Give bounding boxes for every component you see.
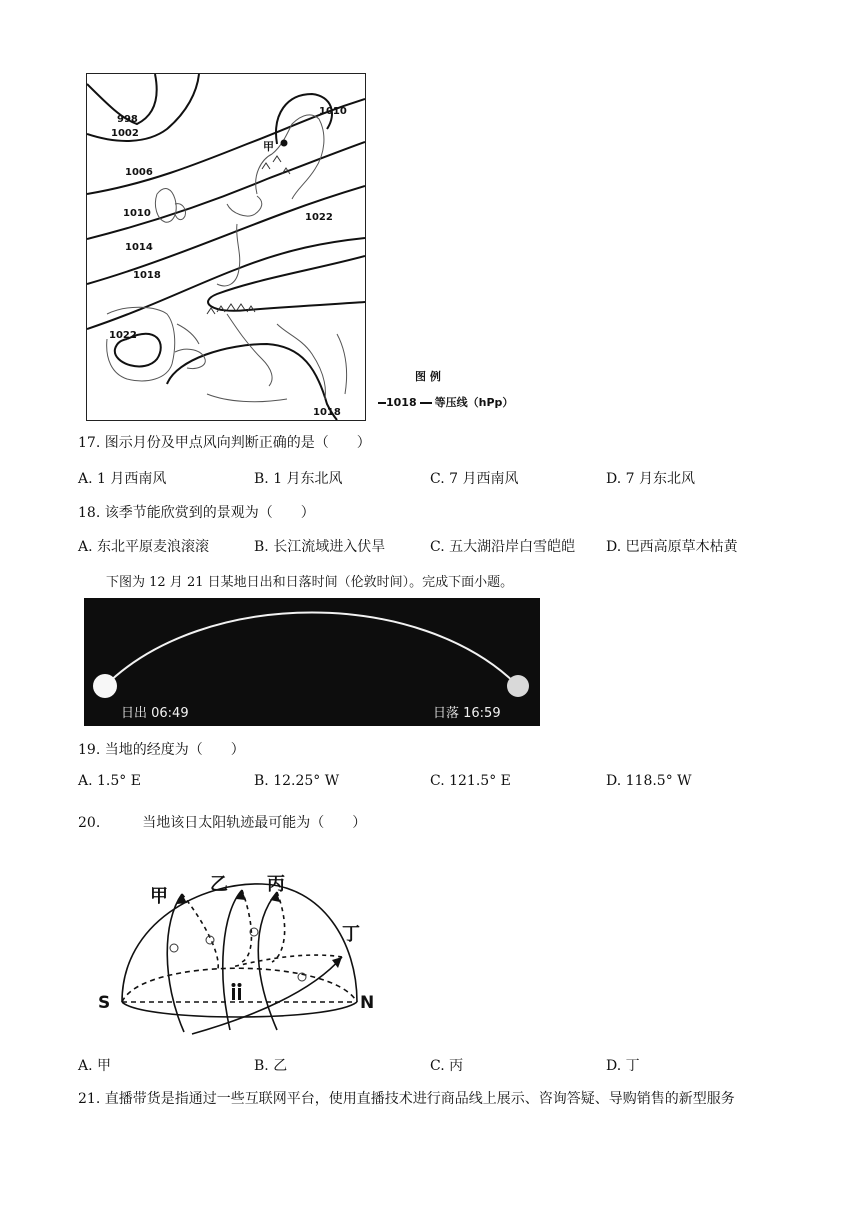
sunset-label: 日落 16:59	[433, 706, 501, 721]
q20-option-a[interactable]: A. 甲	[78, 1058, 112, 1074]
legend-entry	[378, 394, 513, 410]
q18-option-d[interactable]: D. 巴西高原草木枯黄	[606, 539, 738, 555]
question-19-stem: 19. 当地的经度为（ ）	[78, 742, 245, 758]
track-label-jia: 甲	[150, 886, 168, 907]
q17-option-a[interactable]: A. 1 月西南风	[78, 471, 167, 487]
legend-title: 图 例	[415, 370, 441, 383]
sun-track-dome	[92, 862, 382, 1042]
intro-text: 下图为 12 月 21 日某地日出和日落时间（伦敦时间）。完成下面小题。	[106, 575, 514, 590]
q19-option-b[interactable]: B. 12.25° W	[254, 773, 340, 789]
north-label: N	[360, 993, 375, 1013]
sun-track-dome-svg	[92, 862, 382, 1042]
isobar-label: 1018	[133, 270, 161, 281]
isobar-label: 1022	[305, 212, 333, 223]
isobar-1010	[87, 142, 365, 239]
point-jia-marker	[281, 140, 288, 147]
sunset-sun	[507, 675, 529, 697]
question-21-stem: 21. 直播带货是指通过一些互联网平台，使用直播技术进行商品线上展示、咨询答疑、导购销售的新型服务	[78, 1091, 735, 1107]
sun-arc	[105, 613, 518, 687]
pressure-map	[86, 73, 366, 421]
isobar-label: 1010	[319, 106, 347, 117]
q19-option-d[interactable]: D. 118.5° W	[606, 773, 692, 789]
question-17-stem: 17. 图示月份及甲点风向判断正确的是（ ）	[78, 435, 371, 451]
isobar-1014	[87, 186, 365, 284]
legend-value: 1018	[386, 396, 417, 409]
isobar-label: 1014	[125, 242, 153, 253]
isobar-1002	[87, 74, 199, 141]
isobar-label: 1022	[109, 330, 137, 341]
sunrise-label: 日出 06:49	[121, 706, 189, 721]
q19-option-c[interactable]: C. 121.5° E	[430, 773, 511, 789]
question-20-stem: 20. 当地该日太阳轨迹最可能为（ ）	[78, 815, 367, 831]
q18-option-b[interactable]: B. 长江流域进入伏旱	[254, 539, 386, 555]
isobar-label: 1010	[123, 208, 151, 219]
south-label: S	[98, 993, 111, 1013]
q19-option-a[interactable]: A. 1.5° E	[78, 773, 141, 789]
q20-option-c[interactable]: C. 丙	[430, 1058, 464, 1074]
isobar-label: 1006	[125, 167, 153, 178]
q20-option-d[interactable]: D. 丁	[606, 1058, 640, 1074]
track-label-bing: 丙	[267, 874, 285, 895]
legend-text: 等压线（hPp）	[434, 396, 514, 409]
q20-option-b[interactable]: B. 乙	[254, 1058, 288, 1074]
track-label-ding: 丁	[342, 924, 360, 945]
q17-option-c[interactable]: C. 7 月西南风	[430, 471, 519, 487]
isobar-label: 1018	[313, 407, 341, 418]
q18-option-a[interactable]: A. 东北平原麦浪滚滚	[78, 539, 210, 555]
question-18-stem: 18. 该季节能欣赏到的景观为（ ）	[78, 505, 315, 521]
sunrise-sun	[93, 674, 117, 698]
track-label-yi: 乙	[210, 874, 228, 895]
pressure-map-svg	[87, 74, 365, 420]
q18-option-c[interactable]: C. 五大湖沿岸白雪皑皑	[430, 539, 576, 555]
q17-option-d[interactable]: D. 7 月东北风	[606, 471, 695, 487]
isobar-label: 998	[117, 114, 138, 125]
isobar-label: 1002	[111, 128, 139, 139]
q17-option-b[interactable]: B. 1 月东北风	[254, 471, 343, 487]
isobar-1018-south	[167, 344, 337, 420]
point-jia-label: 甲	[263, 140, 274, 153]
